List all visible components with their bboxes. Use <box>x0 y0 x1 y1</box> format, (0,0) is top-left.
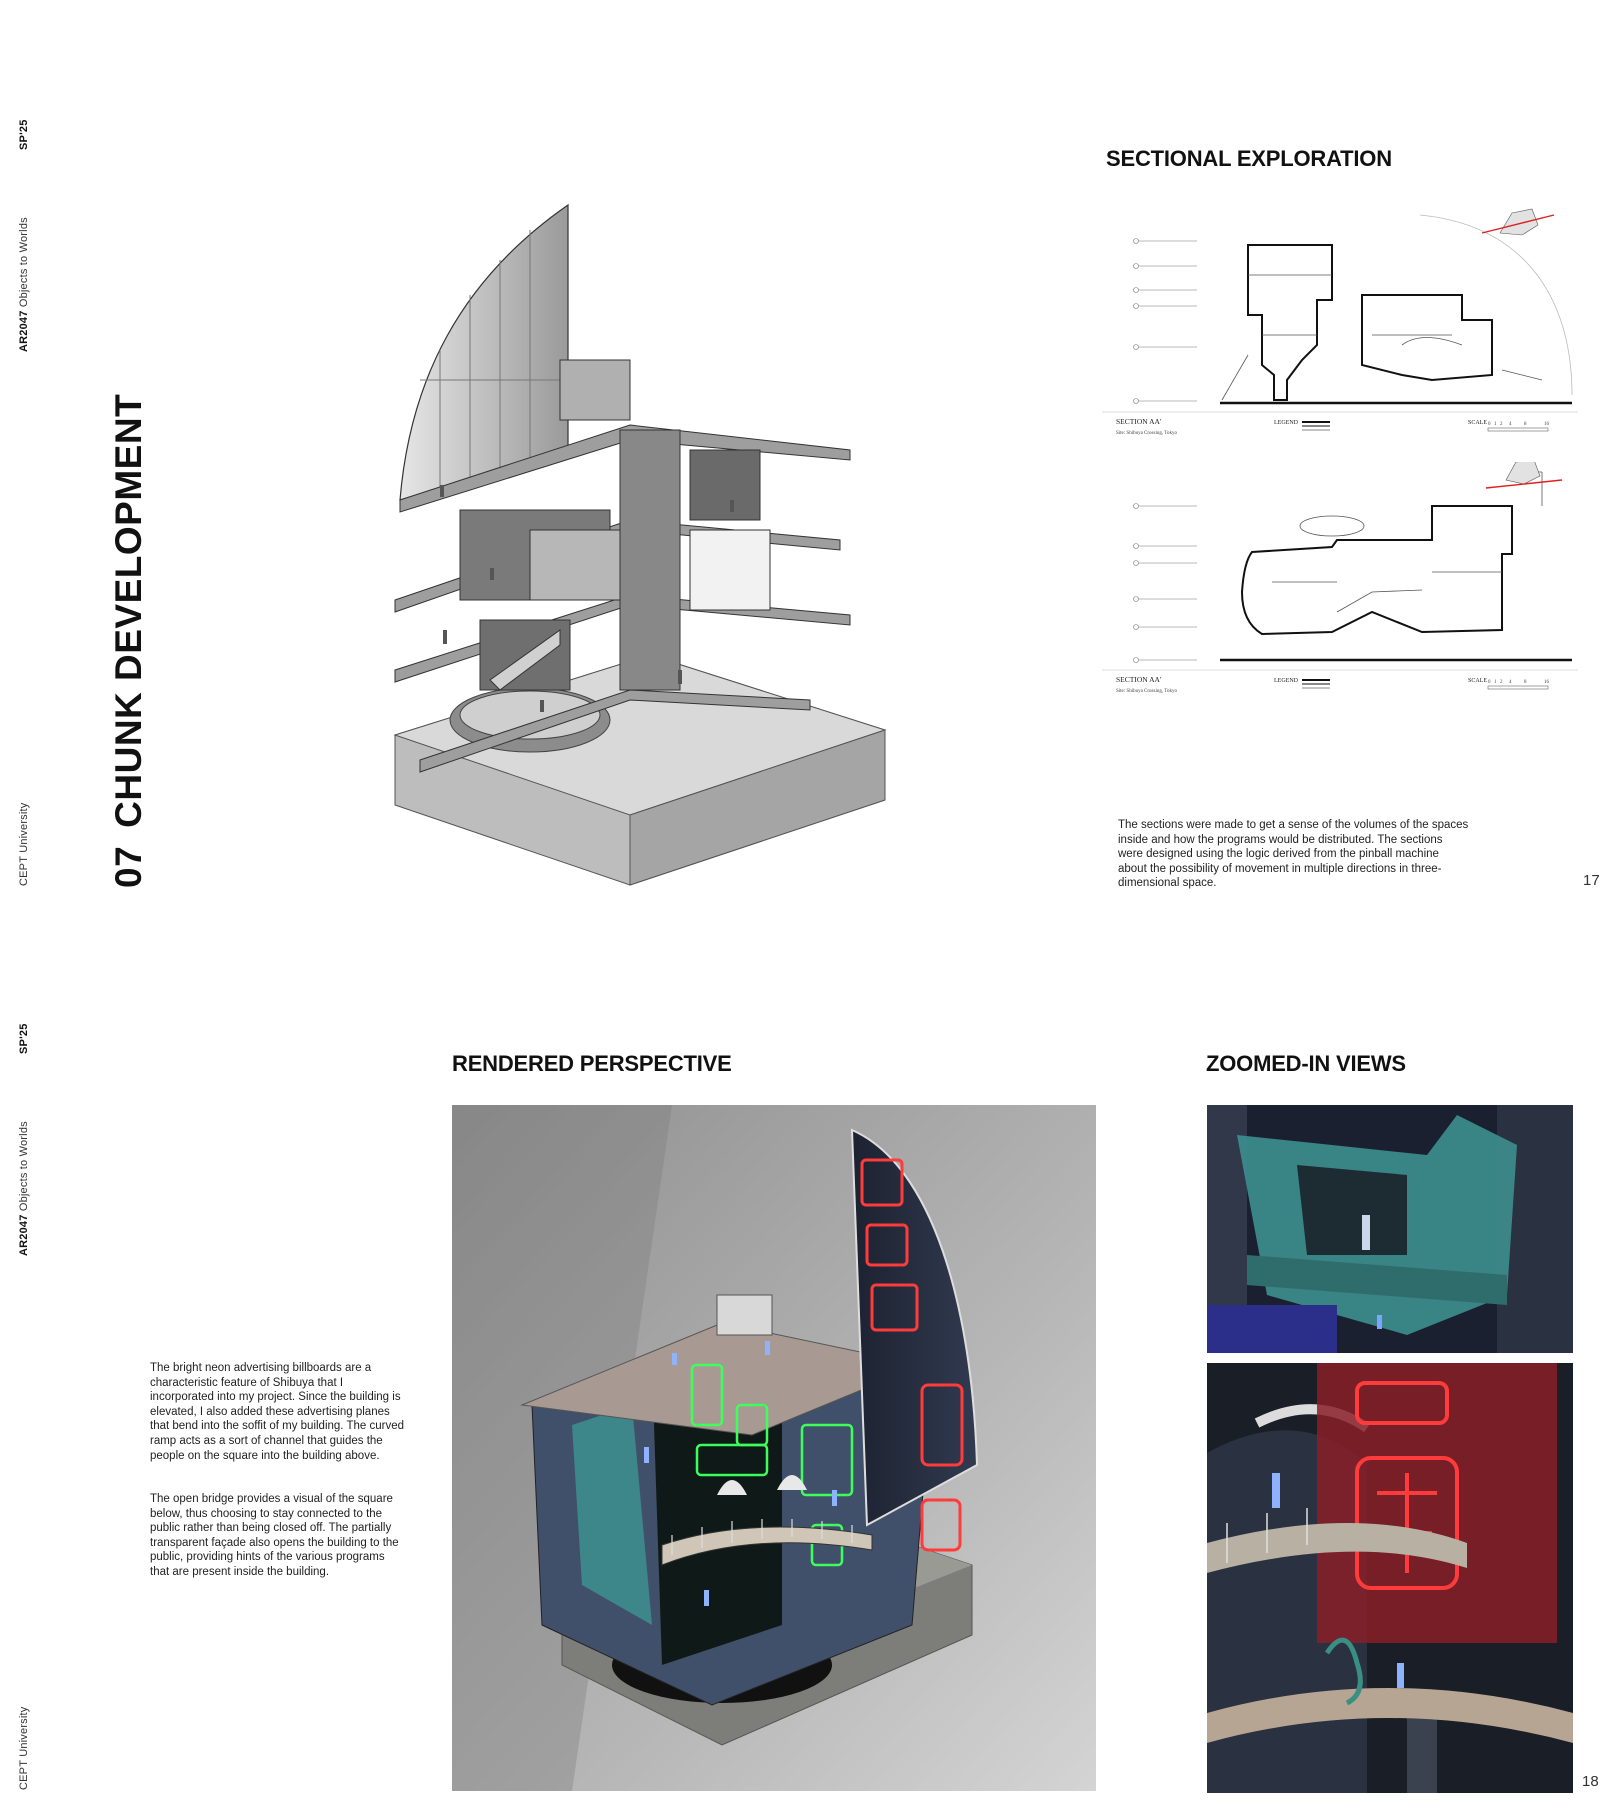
paragraph-neon-billboards: The bright neon advertising billboards are a characteristic feature of Shibuya that I incorporated into my project. Since the building is elevated, I also added these advertising planes that bend into the soffit of my building. The curved ramp acts as a sort of channel that guides the people on the square into the building above. <box>150 1362 405 1462</box>
zoom-1-svg <box>1207 1105 1573 1353</box>
chapter-name: CHUNK DEVELOPMENT <box>108 393 149 828</box>
paragraph-open-bridge: The open bridge provides a visual of the square below, thus choosing to stay connected to the public rather than being closed off. The partially transparent façade also opens the building to the public, providing hints of the various programs that are present inside the building. <box>150 1493 399 1578</box>
section-1-scale: SCALE <box>1468 420 1488 426</box>
rendered-perspective-image <box>452 1105 1096 1791</box>
section-2-svg <box>1102 462 1578 712</box>
heading-rendered-perspective: RENDERED PERSPECTIVE <box>452 1051 732 1076</box>
section-1-legend: LEGEND <box>1274 420 1298 426</box>
scale-tick: 2 <box>1500 422 1503 427</box>
course-label: AR2047 Objects to Worlds <box>18 1121 30 1256</box>
scale-tick: 4 <box>1509 680 1512 685</box>
page-number-18: 18 <box>1582 1773 1599 1790</box>
section-1-svg <box>1102 205 1578 445</box>
section-1-site: Site: Shibuya Crossing, Tokyo <box>1116 431 1177 436</box>
school-label: CEPT University <box>18 802 30 886</box>
scale-tick: 0 <box>1488 680 1491 685</box>
zoomed-view-lower <box>1207 1363 1573 1793</box>
scale-tick: 1 <box>1494 422 1497 427</box>
page-18 <box>0 900 1600 1800</box>
school-label: CEPT University <box>18 1706 30 1790</box>
brand-label: SP'25 <box>18 119 30 150</box>
scale-tick: 16 <box>1544 680 1549 685</box>
axonometric-drawing <box>380 200 900 890</box>
brand-label: SP'25 <box>18 1023 30 1054</box>
scale-tick: 4 <box>1509 422 1512 427</box>
section-drawing-2 <box>1102 462 1578 712</box>
scale-tick: 2 <box>1500 680 1503 685</box>
scale-tick: 1 <box>1494 680 1497 685</box>
zoomed-view-upper <box>1207 1105 1573 1353</box>
render-svg <box>452 1105 1096 1791</box>
section-2-site: Site: Shibuya Crossing, Tokyo <box>1116 689 1177 694</box>
chapter-number: 07 <box>108 845 149 888</box>
course-label: AR2047 Objects to Worlds <box>18 217 30 352</box>
section-drawing-1 <box>1102 205 1578 445</box>
scale-tick: 8 <box>1524 680 1527 685</box>
scale-tick: 8 <box>1524 422 1527 427</box>
zoom-2-svg <box>1207 1363 1573 1793</box>
chapter-title <box>108 394 150 888</box>
section-2-scale-ticks <box>1488 680 1550 685</box>
heading-zoomed-in-views: ZOOMED-IN VIEWS <box>1206 1051 1406 1076</box>
section-1-title: SECTION AA' <box>1116 417 1162 426</box>
page-number-17: 17 <box>1583 872 1600 889</box>
section-2-legend: LEGEND <box>1274 678 1298 684</box>
section-description: The sections were made to get a sense of the volumes of the spaces inside and how the programs would be distributed. The sections were designed using the logic derived from the pinball machine about the possibility of movement in multiple directions in three-dimensional space. <box>1118 819 1469 890</box>
section-2-title: SECTION AA' <box>1116 675 1162 684</box>
scale-tick: 16 <box>1544 422 1549 427</box>
scale-tick: 0 <box>1488 422 1491 427</box>
section-2-scale: SCALE <box>1468 678 1488 684</box>
heading-sectional-exploration: SECTIONAL EXPLORATION <box>1106 146 1392 171</box>
axonometric-model <box>380 200 900 890</box>
section-1-scale-ticks <box>1488 422 1550 427</box>
